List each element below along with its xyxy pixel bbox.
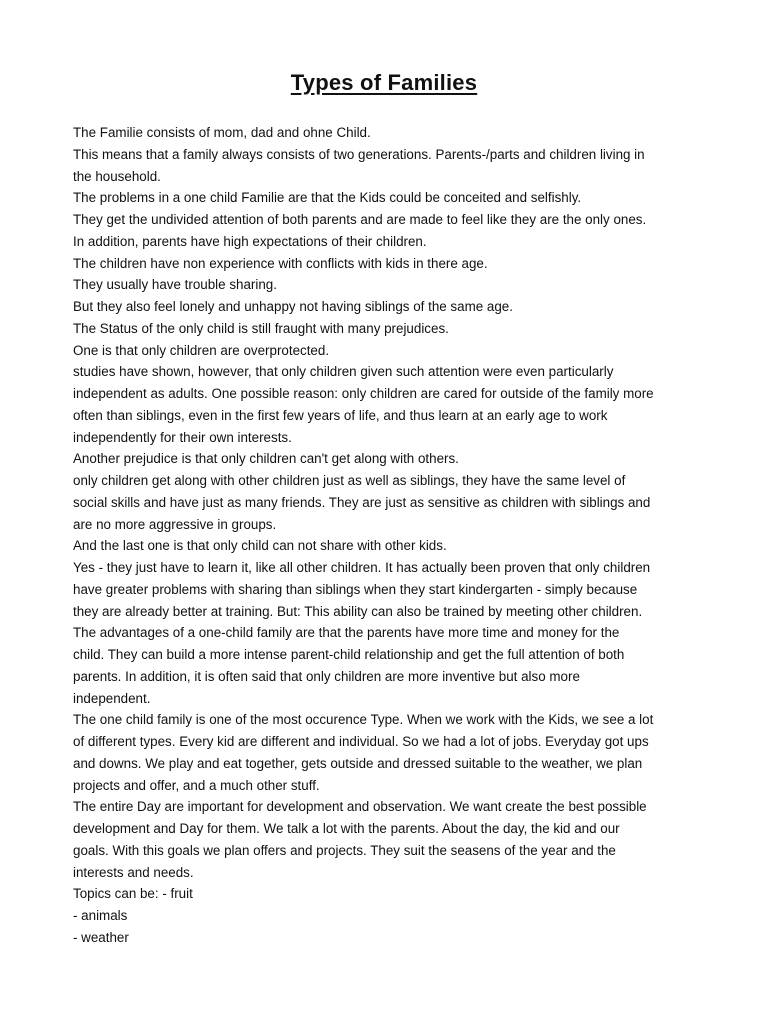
text-line: They usually have trouble sharing. <box>73 277 277 293</box>
text-line: In addition, parents have high expectations of their children. <box>73 233 427 249</box>
text-line: they are already better at training. But: This ability can also be trained by meeting other children. <box>73 603 643 619</box>
text-line: child. They can build a more intense parent-child relationship and get the full attention of both <box>73 647 625 662</box>
text-line: - weather <box>73 929 129 945</box>
text-line: The Status of the only child is still fraught with many prejudices. <box>73 320 449 336</box>
text-line: parents. In addition, it is often said that only children are more inventive but also more <box>73 668 580 684</box>
text-line: social skills and have just as many friends. They are just as sensitive as children with siblings and <box>73 494 651 510</box>
text-line: The Familie consists of mom, dad and ohne Child. <box>73 125 371 140</box>
body-text <box>73 122 703 949</box>
text-line: independently for their own interests. <box>73 429 292 445</box>
text-line: independent. <box>73 690 151 706</box>
page-title: Types of Families <box>290 70 478 95</box>
text-line: development and Day for them. We talk a lot with the parents. About the day, the kid and our <box>73 821 620 836</box>
text-line: studies have shown, however, that only children given such attention were even particularly <box>73 364 614 380</box>
text-line: the household. <box>73 168 161 184</box>
text-line: This means that a family always consists of two generations. Parents-/parts and children living in <box>73 146 645 162</box>
text-line: and downs. We play and eat together, gets outside and dressed suitable to the weather, we plan <box>73 755 643 771</box>
text-line: are no more aggressive in groups. <box>73 516 277 532</box>
text-line: often than siblings, even in the first few years of life, and thus learn at an early age to work <box>73 407 608 423</box>
text-line: The advantages of a one-child family are that the parents have more time and money for the <box>73 625 620 641</box>
text-line: Yes - they just have to learn it, like all other children. It has actually been proven that only children <box>73 560 651 575</box>
text-line: projects and offer, and a much other stuff. <box>73 777 320 793</box>
text-line: Another prejudice is that only children can't get along with others. <box>73 451 459 467</box>
text-line: - animals <box>73 908 128 923</box>
text-line: And the last one is that only child can not share with other kids. <box>73 538 447 554</box>
text-line: only children get along with other children just as well as siblings, they have the same level of <box>73 473 626 488</box>
text-line: One is that only children are overprotected. <box>73 342 330 358</box>
text-line: They get the undivided attention of both parents and are made to feel like they are the only ones. <box>73 212 647 227</box>
text-line: have greater problems with sharing than siblings when they start kindergarten - simply because <box>73 581 638 597</box>
text-line: Topics can be: - fruit <box>73 886 193 902</box>
text-line: The problems in a one child Familie are that the Kids could be conceited and selfishly. <box>73 190 582 206</box>
text-line: goals. With this goals we plan offers and projects. They suit the seasens of the year and the <box>73 842 616 858</box>
text-line: The children have non experience with conflicts with kids in there age. <box>73 255 488 271</box>
text-line: The entire Day are important for development and observation. We want create the best possible <box>73 799 647 815</box>
text-line: of different types. Every kid are different and individual. So we had a lot of jobs. Everyday got ups <box>73 734 649 749</box>
text-line: independent as adults. One possible reason: only children are cared for outside of the family more <box>73 386 654 401</box>
text-line: But they also feel lonely and unhappy not having siblings of the same age. <box>73 299 513 314</box>
text-line: The one child family is one of the most occurence Type. When we work with the Kids, we see a lot <box>73 712 654 728</box>
text-line: interests and needs. <box>73 864 194 880</box>
